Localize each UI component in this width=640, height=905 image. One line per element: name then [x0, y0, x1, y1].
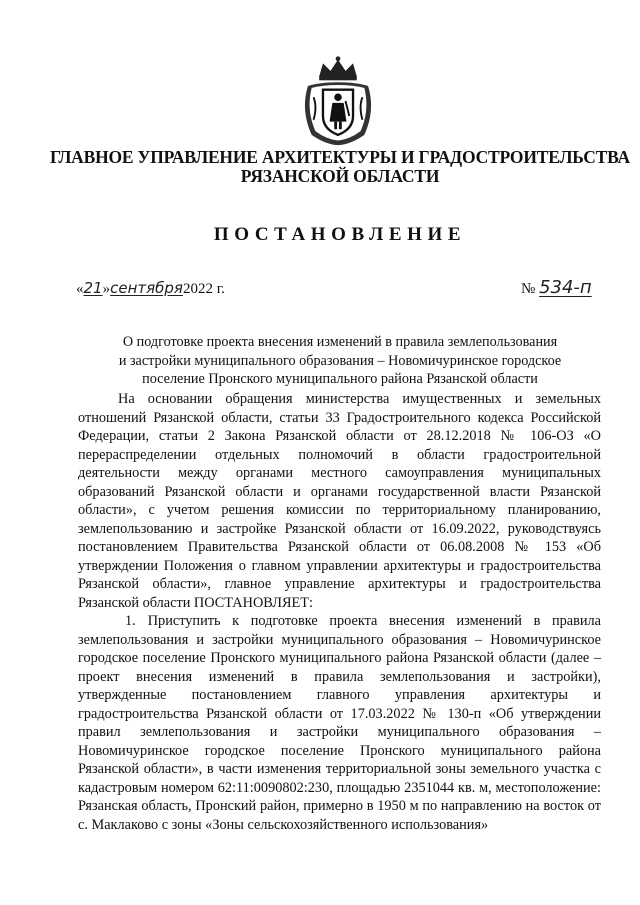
clause-1-text: Приступить к подготовке проекта внесения изменений в правила землепользования и застройки муниципального образования – Новомичуринское городское поселение Пронского муниципального района Рязанской области (далее – проект внесения изменений в правила землепользования и застройки), утвержденные постановлением главного управления архитектуры и градостроительства Рязанской области от 17.03.2022 № 130-п «Об утверждении правил землепользования и застройки муниципального образования – Новомичуринское городское поселение Пронского муниципального района Рязанской области», в части изменения территориальной зоны земельного участка с кадастровым номером 62:11:0090802:230, площадью 2351044 кв. м, местоположение: Рязанская область, Пронский район, примерно в 1950 м по направлению на восток от с. Маклаково с зоны «Зоны сельскохозяйственного использования»: [78, 613, 601, 833]
subject-line3: поселение Пронского муниципального района Рязанской области: [142, 371, 538, 387]
document-type-heading: ПОСТАНОВЛЕНИЕ: [213, 224, 467, 245]
ryazan-coat-of-arms-icon: [291, 54, 385, 148]
clause-1: [78, 612, 601, 834]
org-title-line2: РЯЗАНСКОЙ ОБЛАСТИ: [240, 166, 440, 186]
document-number: [521, 277, 592, 298]
date-open-quote: «: [76, 281, 84, 297]
date-year: 2022 г.: [182, 281, 225, 297]
subject-line2: и застройки муниципального образования – Новомичуринское городское: [118, 352, 562, 369]
number-prefix: №: [521, 281, 536, 297]
date-day: 21: [83, 279, 103, 297]
org-title-line1: ГЛАВНОЕ УПРАВЛЕНИЕ АРХИТЕКТУРЫ И ГРАДОСТРОИТЕЛЬСТВА: [50, 147, 630, 167]
document-date: [76, 279, 225, 298]
date-close-quote: »: [102, 281, 111, 297]
clause-1-number: 1.: [125, 613, 136, 629]
date-month: сентября: [110, 279, 183, 297]
document-subject: [40, 333, 640, 389]
preamble-paragraph: На основании обращения министерства имущественных и земельных отношений Рязанской области, статьи 33 Градостроительного кодекса Российской Федерации, статьи 2 Закона Рязанской области от 28.12.2018 № 106-ОЗ «О перераспределении отдельных полномочий в области градостроительной деятельности между органами местного самоуправления муниципальных образований Рязанской области и органами государственной власти Рязанской области», с учетом решения комиссии по территориальному планированию, землепользованию и застройке Рязанской области от 16.09.2022, руководствуясь постановлением Правительства Рязанской области от 06.08.2008 № 153 «Об утверждении Положения о главном управлении архитектуры и градостроительства Рязанской области», главное управление архитектуры и градостроительства Рязанской области ПОСТАНОВЛЯЕТ:: [78, 391, 601, 611]
document-body: [78, 390, 601, 834]
number-value: 534-п: [539, 277, 592, 298]
subject-line1: О подготовке проекта внесения изменений в правила землепользования: [122, 334, 558, 350]
